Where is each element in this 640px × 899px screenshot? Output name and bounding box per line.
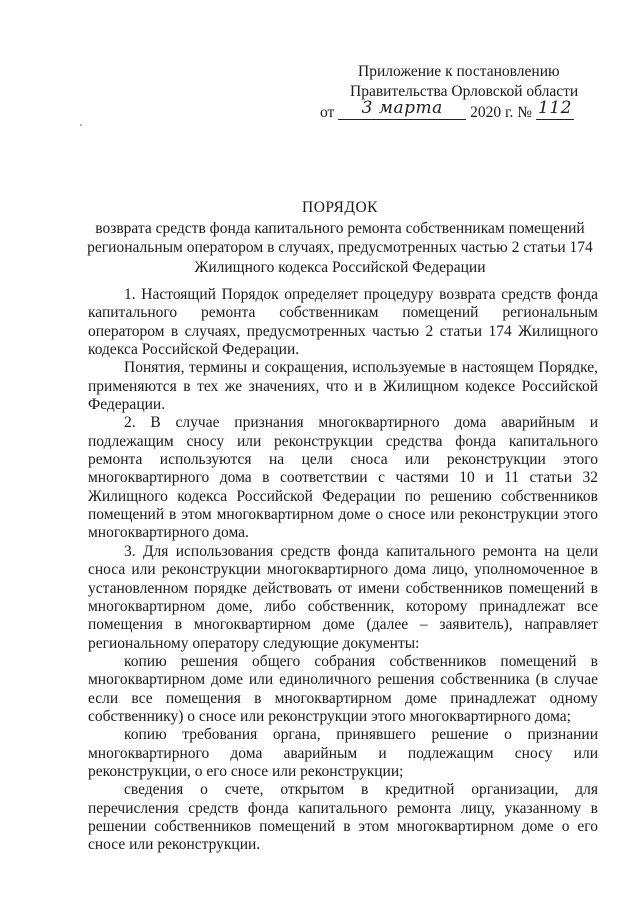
paragraph: Понятия, термины и сокращения, используемые в настоящем Порядке, применяются в тех же значениях, что и в Жилищном кодексе Российской Федерации. xyxy=(88,359,598,414)
paragraph: 2. В случае признания многоквартирного дома аварийным и подлежащим сносу или реконструкции средства фонда капитального ремонта используются на цели сноса или реконструкции этого многоквартирного дома в соответствии с частями 10 и 11 статьи 32 Жилищного кодекса Российской Федерации по решению собственников помещений в этом многоквартирном доме о сносе или реконструкции этого многоквартирного дома. xyxy=(88,414,598,542)
date-field xyxy=(338,98,466,120)
annex-date-line xyxy=(320,98,620,124)
document-title xyxy=(60,198,620,277)
year-number-label: 2020 г. № xyxy=(470,104,533,121)
scan-speck xyxy=(80,124,82,126)
from-label: от xyxy=(320,104,335,121)
title-subline: возврата средств фонда капитального ремонта собственникам помещений xyxy=(95,219,585,237)
title-subline: Жилищного кодекса Российской Федерации xyxy=(194,258,486,276)
paragraph: копию решения общего собрания собственников помещений в многоквартирном доме или единоличного решения собственника (в случае если все помещения в многоквартирном доме принадлежат одному собственнику) о сносе или реконструкции этого многоквартирного дома; xyxy=(88,652,598,725)
annex-reference xyxy=(320,62,620,124)
annex-line-1: Приложение к постановлению xyxy=(358,63,560,80)
paragraph: 1. Настоящий Порядок определяет процедуру возврата средств фонда капитального ремонта собственникам помещений региональным оператором в случаях, предусмотренных частью 2 статьи 174 Жилищного кодекса Российской Федерации. xyxy=(88,286,598,359)
paragraph: копию требования органа, принявшего решение о признании многоквартирного дома аварийным и подлежащим сносу или реконструкции, о его сносе или реконструкции; xyxy=(88,726,598,780)
handwritten-date: 3 марта xyxy=(361,98,443,118)
title-subline: региональным оператором в случаях, предусмотренных частью 2 статьи 174 xyxy=(87,239,593,256)
document-body xyxy=(88,286,598,855)
title-main: ПОРЯДОК xyxy=(302,199,378,216)
paragraph: 3. Для использования средств фонда капитального ремонта на цели сноса или реконструкции многоквартирного дома лицо, уполномоченное в установленном порядке действовать от имени собственников помещений в многоквартирном доме, либо собственник, которому принадлежат все помещения в многоквартирном доме (далее – заявитель), направляет региональному оператору следующие документы: xyxy=(88,542,598,652)
annex-line-2: Правительства Орловской области xyxy=(350,83,579,100)
paragraph: сведения о счете, открытом в кредитной организации, для перечисления средств фонда капитального ремонта лицу, указанному в решении собственников помещений в этом многоквартирном доме о его сносе или реконструкции. xyxy=(88,781,598,854)
number-field xyxy=(536,98,574,120)
handwritten-number: 112 xyxy=(538,98,572,118)
